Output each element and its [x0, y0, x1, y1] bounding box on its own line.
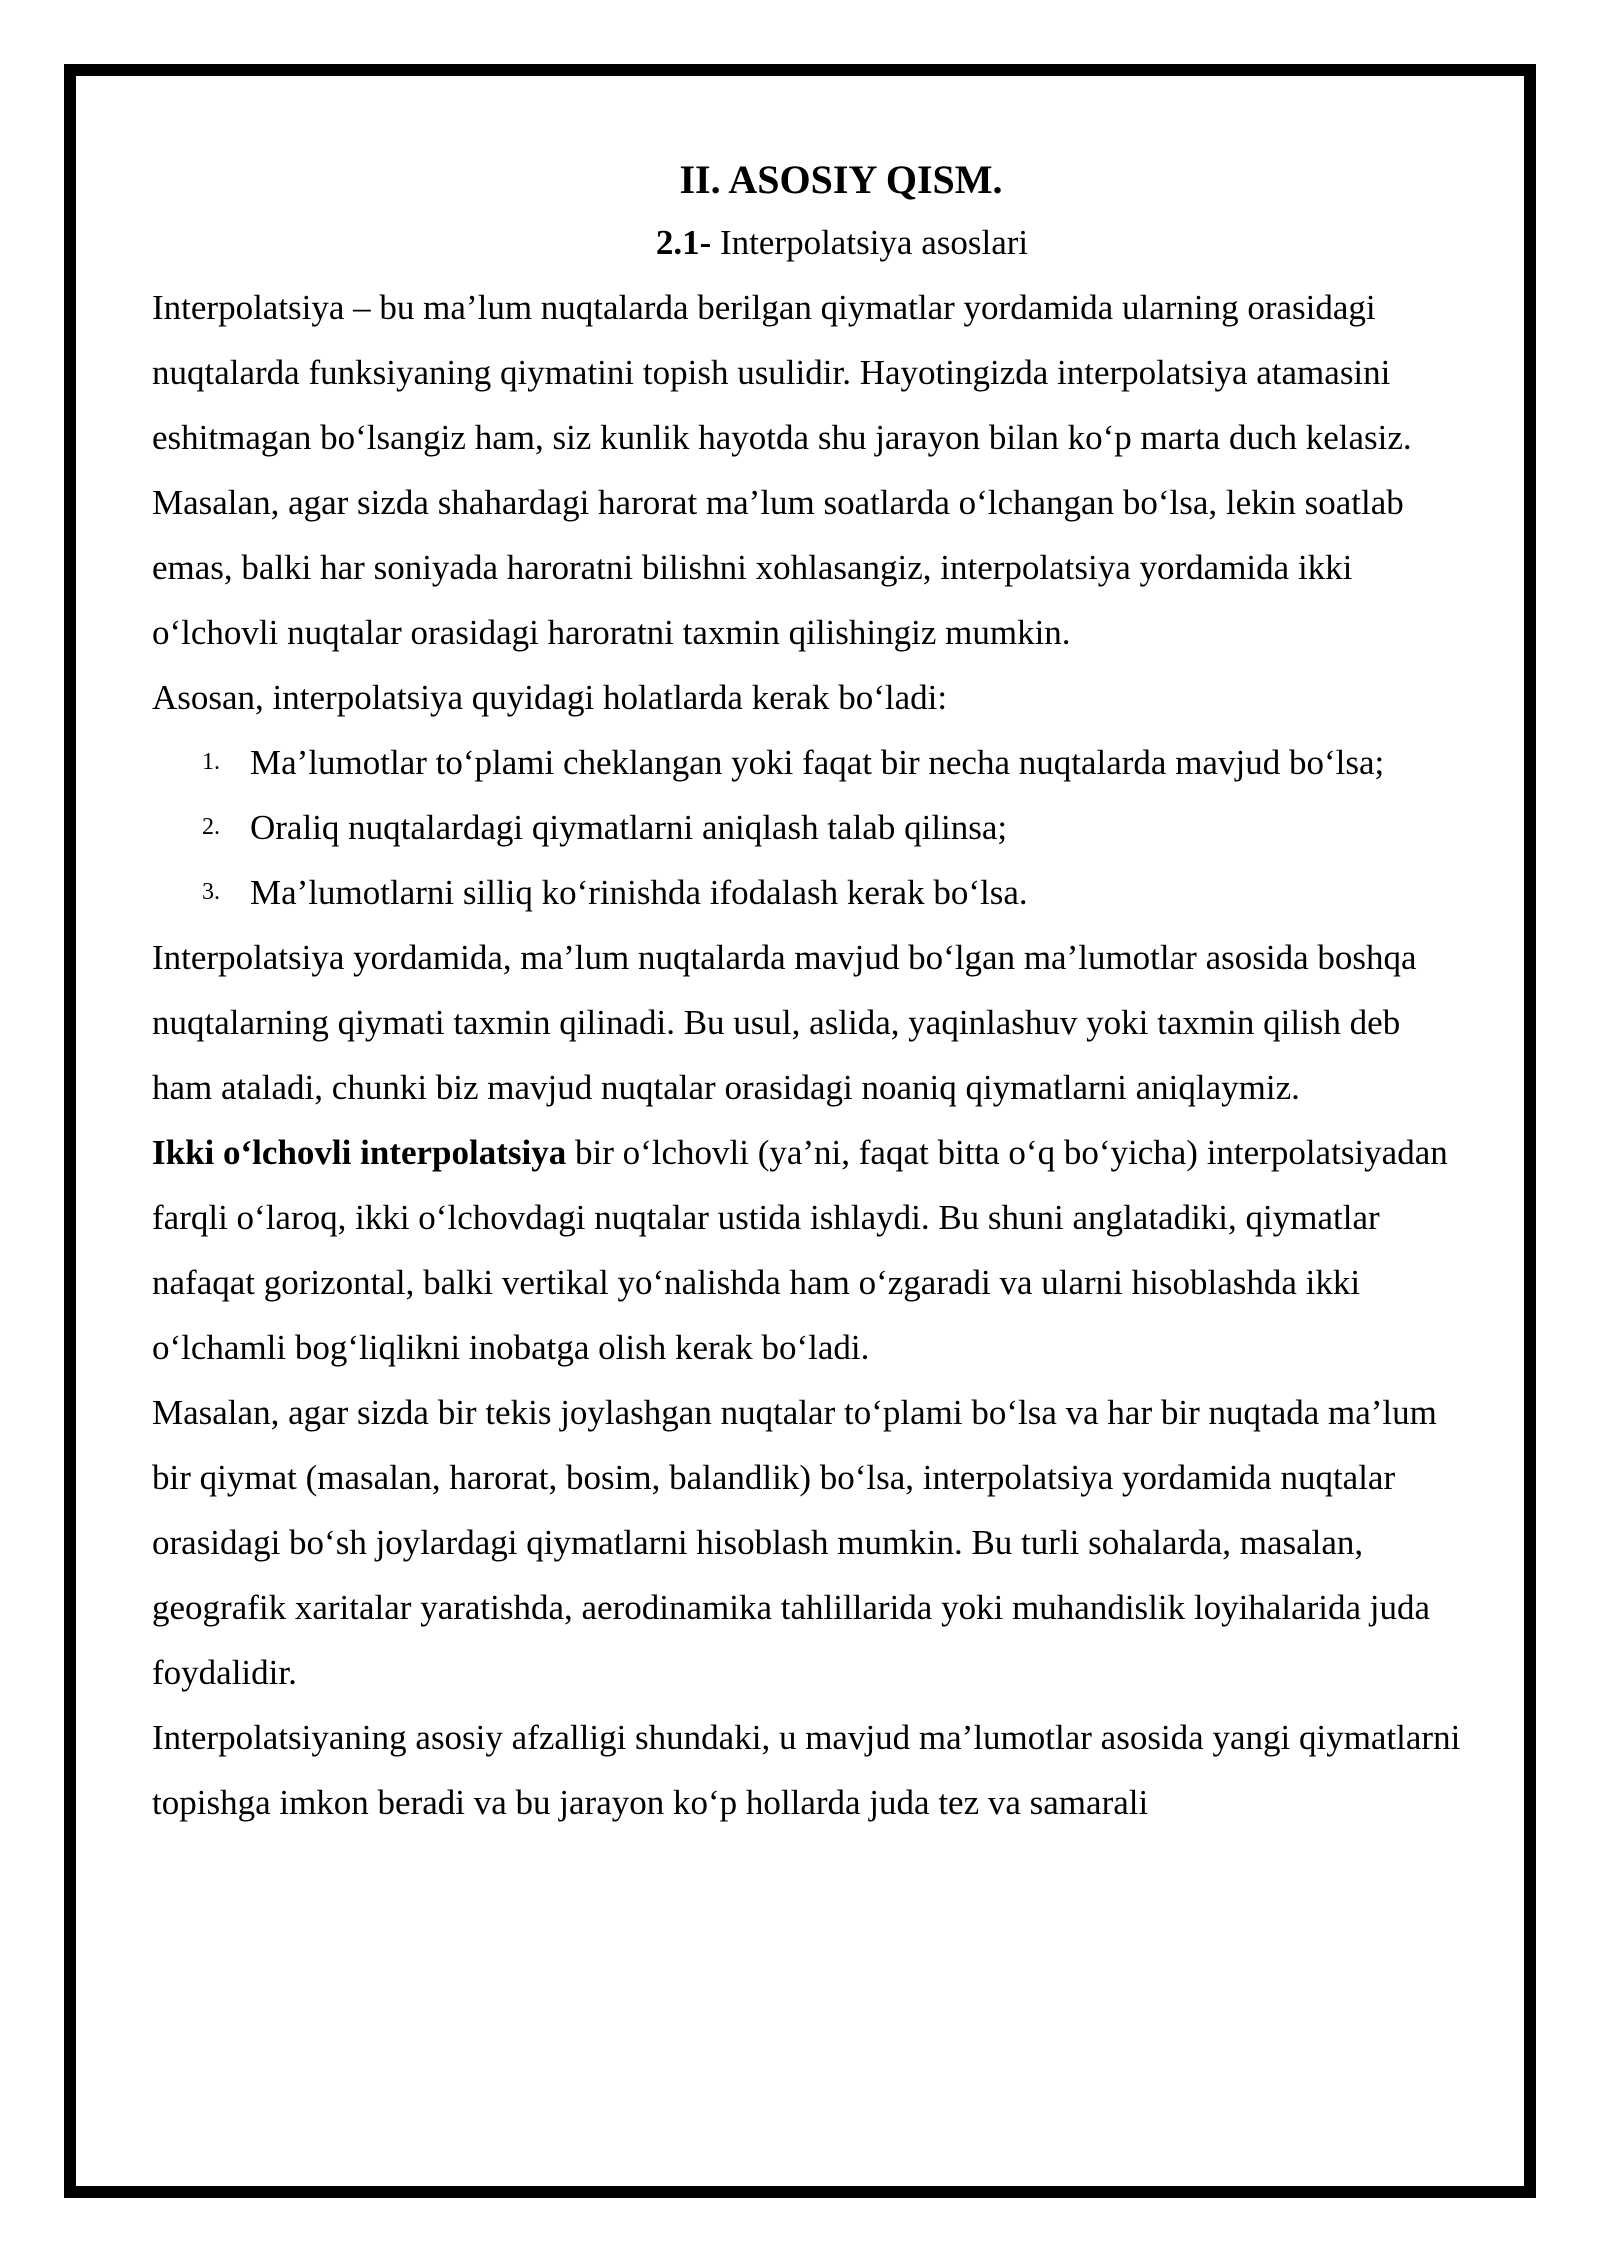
section-heading [152, 210, 1462, 275]
paragraph-list-intro: Asosan, interpolatsiya quyidagi holatlarda kerak bo‘ladi: [152, 678, 948, 717]
section-title: Interpolatsiya asoslari [711, 223, 1029, 262]
paragraph-2d-interpolation-text: bir o‘lchovli (ya’ni, faqat bitta o‘q bo‘yicha) interpolatsiyadan farqli o‘laroq, ikki o‘lchovdagi nuqtalar ustida ishlaydi. Bu shuni anglatadiki, qiymatlar nafaqat gorizontal, balki vertikal yo‘nalishda ham o‘zgaradi va ularni hisoblashda ikki o‘lchamli bog‘liqlikni inobatga olish kerak bo‘ladi. [152, 1133, 1448, 1367]
list-item [152, 860, 1462, 925]
reasons-list [152, 730, 1462, 925]
list-marker: 2. [202, 814, 220, 840]
list-marker: 3. [202, 879, 220, 905]
list-item-text: Oraliq nuqtalardagi qiymatlarni aniqlash talab qilinsa; [250, 808, 1008, 847]
document-body [152, 150, 1462, 1835]
list-item [152, 795, 1462, 860]
paragraph-approximation: Interpolatsiya yordamida, ma’lum nuqtalarda mavjud bo‘lgan ma’lumotlar asosida boshqa nuqtalarning qiymati taxmin qilinadi. Bu usul, aslida, yaqinlashuv yoki taxmin qilish deb ham ataladi, chunki biz mavjud nuqtalar orasidagi noaniq qiymatlarni aniqlaymiz. [152, 938, 1417, 1107]
paragraph-advantage: Interpolatsiyaning asosiy afzalligi shundaki, u mavjud ma’lumotlar asosida yangi qiymatlarni topishga imkon beradi va bu jarayon ko‘p hollarda juda tez va samarali [152, 1718, 1461, 1822]
list-item-text: Ma’lumotlar to‘plami cheklangan yoki faqat bir necha nuqtalarda mavjud bo‘lsa; [250, 743, 1385, 782]
main-heading: II. ASOSIY QISM. [679, 157, 1003, 202]
paragraph-2d-interpolation [152, 1120, 1462, 1380]
list-item [152, 730, 1462, 795]
list-marker: 1. [202, 749, 220, 775]
paragraph-definition: Interpolatsiya – bu ma’lum nuqtalarda berilgan qiymatlar yordamida ularning orasidagi nuqtalarda funksiyaning qiymatini topish usulidir. Hayotingizda interpolatsiya atamasini eshitmagan bo‘lsangiz ham, siz kunlik hayotda shu jarayon bilan ko‘p marta duch kelasiz. Masalan, agar sizda shahardagi harorat ma’lum soatlarda o‘lchangan bo‘lsa, lekin soatlab emas, balki har soniyada haroratni bilishni xohlasangiz, interpolatsiya yordamida ikki o‘lchovli nuqtalar orasidagi haroratni taxmin qilishingiz mumkin. [152, 288, 1412, 652]
term-2d-interpolation: Ikki o‘lchovli interpolatsiya [152, 1133, 567, 1172]
list-item-text: Ma’lumotlarni silliq ko‘rinishda ifodalash kerak bo‘lsa. [250, 873, 1028, 912]
paragraph-example: Masalan, agar sizda bir tekis joylashgan nuqtalar to‘plami bo‘lsa va har bir nuqtada ma’lum bir qiymat (masalan, harorat, bosim, balandlik) bo‘lsa, interpolatsiya yordamida nuqtalar orasidagi bo‘sh joylardagi qiymatlarni hisoblash mumkin. Bu turli sohalarda, masalan, geografik xaritalar yaratishda, aerodinamika tahlillarida yoki muhandislik loyihalarida juda foydalidir. [152, 1393, 1437, 1692]
section-number: 2.1- [655, 223, 712, 262]
